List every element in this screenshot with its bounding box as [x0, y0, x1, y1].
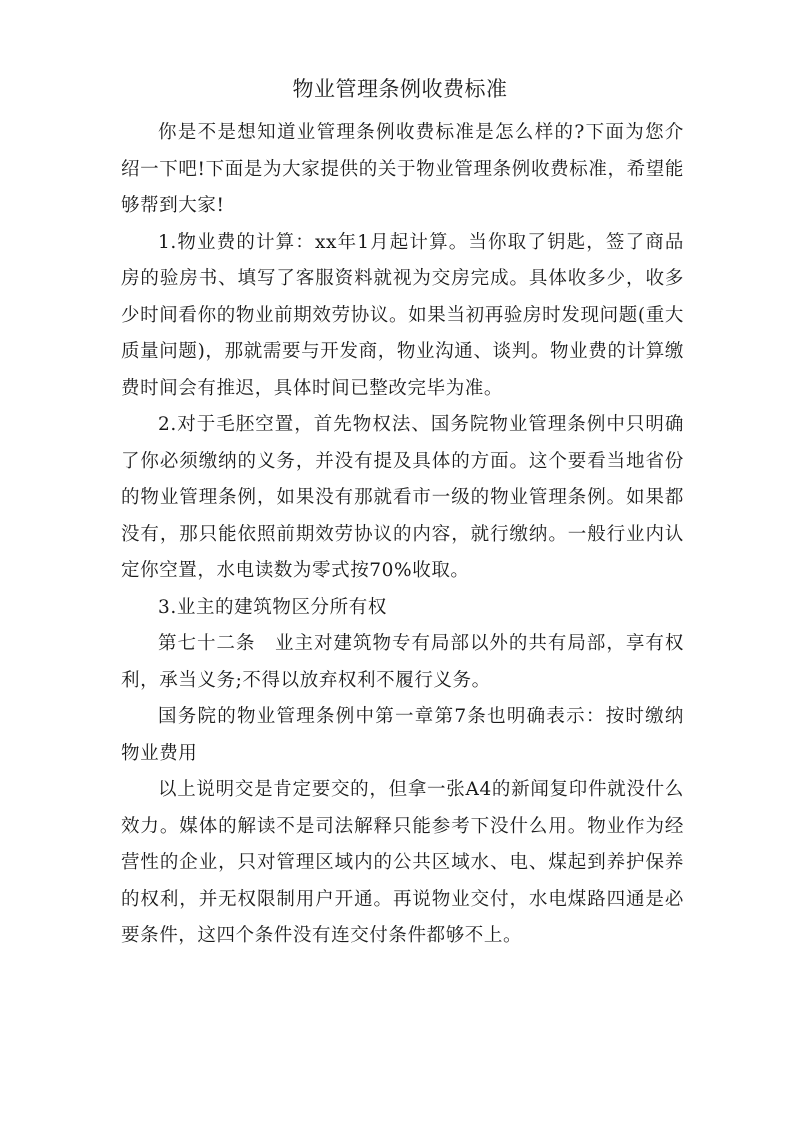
- paragraph-item-3: 3.业主的建筑物区分所有权: [158, 596, 387, 618]
- paragraph-intro: 你是不是想知道业管理条例收费标准是怎么样的?下面为您介绍一下吧!下面是为大家提供的关于物业管理条例收费标准，希望能够帮到大家!: [121, 122, 684, 216]
- paragraph-item-2: 2.对于毛胚空置，首先物权法、国务院物业管理条例中只明确了你必须缴纳的义务，并没有提及具体的方面。这个要看当地省份的物业管理条例，如果没有那就看市一级的物业管理条例。如果都没有，那只能依照前期效劳协议的内容，就行缴纳。一般行业内认定你空置，水电读数为零式按70%收取。: [121, 414, 684, 581]
- paragraph-regulation: 国务院的物业管理条例中第一章第7条也明确表示：按时缴纳物业费用: [121, 706, 684, 764]
- paragraph-conclusion: 以上说明交是肯定要交的，但拿一张A4的新闻复印件就没什么效力。媒体的解读不是司法解释只能参考下没什么用。物业作为经营性的企业，只对管理区域内的公共区域水、电、煤起到养护保养的权利，并无权限制用户开通。再说物业交付，水电煤路四通是必要条件，这四个条件没有连交付条件都够不上。: [121, 779, 684, 946]
- document-title: 物业管理条例收费标准: [292, 77, 508, 101]
- paragraph-item-1: 1.物业费的计算：xx年1月起计算。当你取了钥匙，签了商品房的验房书、填写了客服资料就视为交房完成。具体收多少，收多少时间看你的物业前期效劳协议。如果当初再验房时发现问题(重大质量问题)，那就需要与开发商，物业沟通、谈判。物业费的计算缴费时间会有推迟，具体时间已整改完毕为准。: [121, 231, 684, 399]
- document-body: [121, 115, 684, 955]
- paragraph-article-72: 第七十二条 业主对建筑物专有局部以外的共有局部，享有权利，承当义务;不得以放弃权利不履行义务。: [121, 633, 684, 691]
